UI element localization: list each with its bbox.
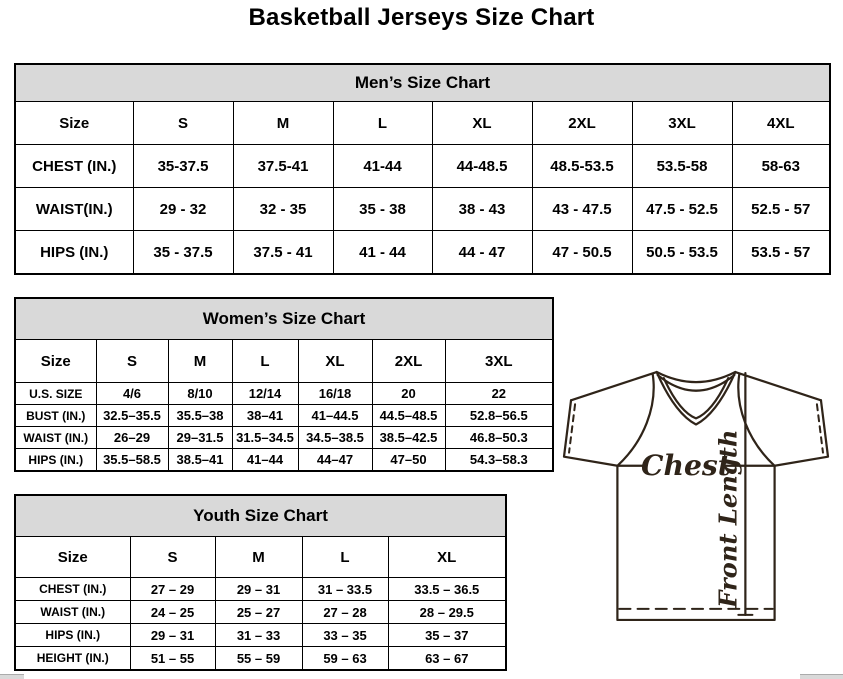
- row-label: CHEST (IN.): [15, 145, 133, 188]
- table-cell: 47–50: [372, 449, 445, 472]
- table-cell: 38 - 43: [432, 188, 532, 231]
- jersey-outline-icon: [560, 366, 832, 628]
- column-header: Size: [15, 537, 130, 578]
- chest-label: Chest: [641, 448, 731, 482]
- table-cell: 41-44: [333, 145, 432, 188]
- table-row: [15, 383, 553, 405]
- column-header: L: [232, 340, 298, 383]
- table-cell: 47.5 - 52.5: [632, 188, 732, 231]
- row-label: HIPS (IN.): [15, 449, 96, 472]
- table-row: [15, 102, 830, 145]
- table-cell: 44 - 47: [432, 231, 532, 275]
- table-row: [15, 601, 506, 624]
- table-cell: 38–41: [232, 405, 298, 427]
- column-header: S: [130, 537, 215, 578]
- table-cell: 4/6: [96, 383, 168, 405]
- table-row: [15, 578, 506, 601]
- table-cell: 29 - 32: [133, 188, 233, 231]
- womens-table-title: Women’s Size Chart: [15, 298, 553, 340]
- column-header: S: [96, 340, 168, 383]
- table-cell: 53.5 - 57: [732, 231, 830, 275]
- table-row: [15, 145, 830, 188]
- table-cell: 32 - 35: [233, 188, 333, 231]
- table-cell: 52.8–56.5: [445, 405, 553, 427]
- table-cell: 44–47: [298, 449, 372, 472]
- table-row: [15, 449, 553, 472]
- table-cell: 46.8–50.3: [445, 427, 553, 449]
- row-label: WAIST (IN.): [15, 601, 130, 624]
- table-row: [15, 340, 553, 383]
- table-cell: 34.5–38.5: [298, 427, 372, 449]
- table-cell: 41 - 44: [333, 231, 432, 275]
- table-cell: 31 – 33: [215, 624, 302, 647]
- table-cell: 25 – 27: [215, 601, 302, 624]
- column-header: XL: [388, 537, 506, 578]
- table-cell: 35.5–38: [168, 405, 232, 427]
- table-cell: 41–44.5: [298, 405, 372, 427]
- table-cell: 59 – 63: [302, 647, 388, 671]
- page-title: Basketball Jerseys Size Chart: [248, 4, 595, 31]
- table-cell: 47 - 50.5: [532, 231, 632, 275]
- column-header: XL: [432, 102, 532, 145]
- column-header: Size: [15, 102, 133, 145]
- column-header: 2XL: [532, 102, 632, 145]
- table-cell: 33 – 35: [302, 624, 388, 647]
- column-header: 2XL: [372, 340, 445, 383]
- table-cell: 44-48.5: [432, 145, 532, 188]
- table-cell: 35 – 37: [388, 624, 506, 647]
- front-length-label: Front Length: [713, 429, 743, 608]
- table-row: [15, 647, 506, 671]
- row-label: WAIST(IN.): [15, 188, 133, 231]
- womens-size-table: [14, 297, 554, 472]
- row-label: BUST (IN.): [15, 405, 96, 427]
- table-cell: 29 – 31: [130, 624, 215, 647]
- row-label: HIPS (IN.): [15, 624, 130, 647]
- table-cell: 63 – 67: [388, 647, 506, 671]
- table-row: [15, 298, 553, 340]
- table-cell: 32.5–35.5: [96, 405, 168, 427]
- table-cell: 31.5–34.5: [232, 427, 298, 449]
- table-cell: 27 – 29: [130, 578, 215, 601]
- youth-size-table: [14, 494, 507, 671]
- table-cell: 29–31.5: [168, 427, 232, 449]
- table-cell: 33.5 – 36.5: [388, 578, 506, 601]
- table-row: [15, 405, 553, 427]
- column-header: 3XL: [445, 340, 553, 383]
- row-label: WAIST (IN.): [15, 427, 96, 449]
- column-header: L: [333, 102, 432, 145]
- table-row: [15, 427, 553, 449]
- table-cell: 43 - 47.5: [532, 188, 632, 231]
- table-cell: 50.5 - 53.5: [632, 231, 732, 275]
- table-cell: 48.5-53.5: [532, 145, 632, 188]
- table-cell: 22: [445, 383, 553, 405]
- table-row: [15, 624, 506, 647]
- column-header: M: [215, 537, 302, 578]
- column-header: Size: [15, 340, 96, 383]
- column-header: M: [233, 102, 333, 145]
- row-label: CHEST (IN.): [15, 578, 130, 601]
- table-cell: 8/10: [168, 383, 232, 405]
- table-cell: 37.5 - 41: [233, 231, 333, 275]
- row-label: HIPS (IN.): [15, 231, 133, 275]
- column-header: 3XL: [632, 102, 732, 145]
- table-cell: 31 – 33.5: [302, 578, 388, 601]
- table-cell: 27 – 28: [302, 601, 388, 624]
- table-cell: 20: [372, 383, 445, 405]
- row-label: U.S. SIZE: [15, 383, 96, 405]
- table-cell: 37.5-41: [233, 145, 333, 188]
- table-cell: 54.3–58.3: [445, 449, 553, 472]
- row-label: HEIGHT (IN.): [15, 647, 130, 671]
- table-cell: 26–29: [96, 427, 168, 449]
- table-cell: 55 – 59: [215, 647, 302, 671]
- table-cell: 38.5–42.5: [372, 427, 445, 449]
- table-cell: 35.5–58.5: [96, 449, 168, 472]
- table-cell: 35-37.5: [133, 145, 233, 188]
- column-header: L: [302, 537, 388, 578]
- table-cell: 12/14: [232, 383, 298, 405]
- table-cell: 35 - 37.5: [133, 231, 233, 275]
- table-row: [15, 495, 506, 537]
- scrollbar-fragment-right[interactable]: [800, 674, 843, 679]
- table-cell: 41–44: [232, 449, 298, 472]
- table-row: [15, 231, 830, 275]
- table-cell: 51 – 55: [130, 647, 215, 671]
- table-row: [15, 64, 830, 102]
- scrollbar-fragment-left[interactable]: [0, 674, 24, 679]
- column-header: M: [168, 340, 232, 383]
- table-cell: 44.5–48.5: [372, 405, 445, 427]
- column-header: S: [133, 102, 233, 145]
- table-cell: 16/18: [298, 383, 372, 405]
- table-cell: 38.5–41: [168, 449, 232, 472]
- table-cell: 35 - 38: [333, 188, 432, 231]
- table-cell: 52.5 - 57: [732, 188, 830, 231]
- table-row: [15, 188, 830, 231]
- jersey-diagram: [560, 366, 832, 628]
- mens-table-title: Men’s Size Chart: [15, 64, 830, 102]
- column-header: XL: [298, 340, 372, 383]
- youth-table-title: Youth Size Chart: [15, 495, 506, 537]
- table-row: [15, 537, 506, 578]
- mens-size-table: [14, 63, 831, 275]
- table-cell: 24 – 25: [130, 601, 215, 624]
- table-cell: 58-63: [732, 145, 830, 188]
- table-cell: 29 – 31: [215, 578, 302, 601]
- table-cell: 28 – 29.5: [388, 601, 506, 624]
- column-header: 4XL: [732, 102, 830, 145]
- table-cell: 53.5-58: [632, 145, 732, 188]
